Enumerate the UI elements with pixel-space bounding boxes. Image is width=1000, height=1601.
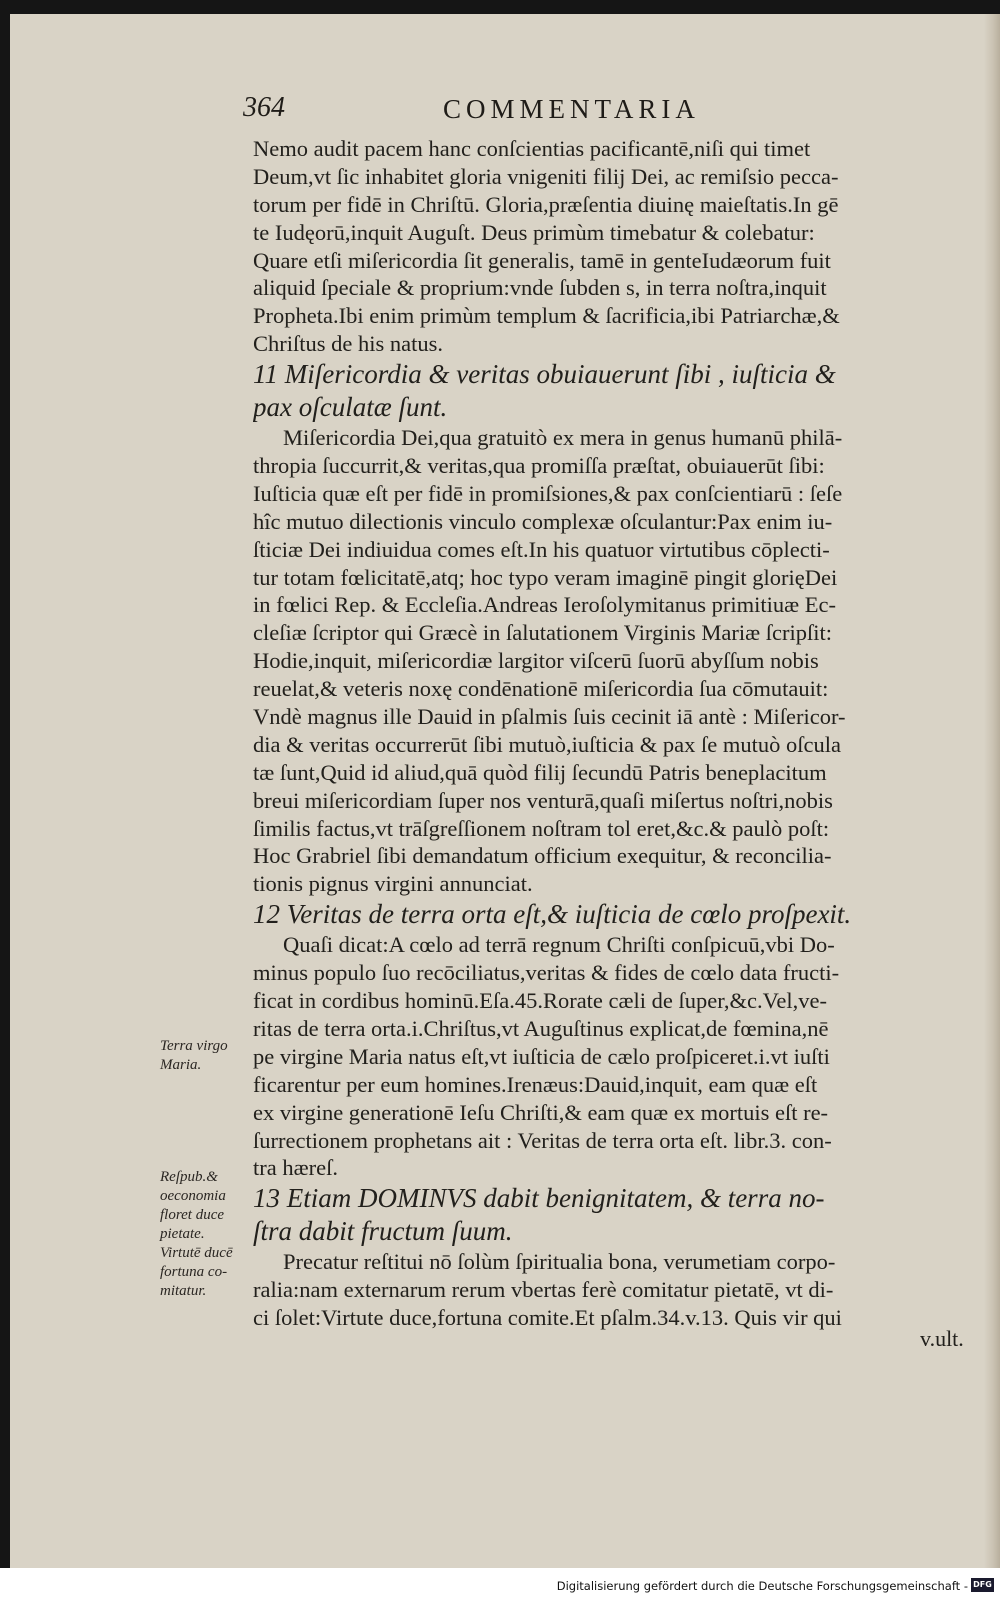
text-line: ritas de terra orta.i.Chriſtus,vt Auguſtinus explicat,de fœmina,nē bbox=[253, 1015, 829, 1041]
text-line: Miſericordia Dei,qua gratuitò ex mera in genus humanū philā- bbox=[283, 425, 843, 451]
running-head bbox=[243, 92, 843, 132]
margin-note-line: Terra virgo bbox=[160, 1038, 228, 1054]
text-line: Quare etſi miſericordia ſit generalis, tamē in genteIudæorum fuit bbox=[253, 247, 831, 273]
margin-note-line: floret duce bbox=[160, 1207, 225, 1223]
footer-credit: Digitalisierung gefördert durch die Deutsche Forschungsgemeinschaft - bbox=[556, 1579, 968, 1593]
text-line: te Iudęorū,inquit Auguſt. Deus primùm timebatur & colebatur: bbox=[253, 219, 815, 245]
psalm-verse-line: 12 Veritas de terra orta eſt,& iuſticia de cœlo proſpexit. bbox=[253, 899, 852, 930]
digitization-footer bbox=[0, 1568, 1000, 1601]
psalm-verse-line: ſtra dabit fructum ſuum. bbox=[253, 1216, 513, 1247]
margin-note-respub bbox=[160, 1168, 260, 1301]
text-line: Vndè magnus ille Dauid in pſalmis ſuis cecinit iā antè : Miſericor- bbox=[253, 704, 846, 730]
page-number: 364 bbox=[243, 92, 285, 123]
text-line: Hoc Grabriel ſibi demandatum officium exequitur, & reconcilia- bbox=[253, 843, 832, 869]
text-line: Hodie,inquit, miſericordiæ largitor viſcerū ſuorū abyſſum nobis bbox=[253, 648, 819, 674]
text-line: tæ ſunt,Quid id aliud,quā quòd filij ſecundū Patris beneplacitum bbox=[253, 759, 827, 785]
margin-note-line: Reſpub.& bbox=[160, 1169, 218, 1185]
text-line: ſimilis factus,vt trāſgreſſionem noſtram tol eret,&c.& paulò poſt: bbox=[253, 815, 830, 841]
dfg-logo: DFG bbox=[971, 1578, 994, 1592]
text-line: Precatur reſtitui nō ſolùm ſpiritualia bona, verumetiam corpo- bbox=[283, 1249, 836, 1275]
text-line: ci ſolet:Virtute duce,fortuna comite.Et pſalm.34.v.13. Quis vir qui bbox=[253, 1305, 842, 1331]
margin-note-line: pietate. bbox=[160, 1226, 205, 1242]
text-line: dia & veritas occurrerūt ſibi mutuò,iuſticia & pax ſe mutuò oſcula bbox=[253, 731, 841, 757]
text-line: reuelat,& veteris noxę condēnationē miſericordia ſua cōmutauit: bbox=[253, 676, 829, 702]
text-line: Iuſticia quæ eſt per fidē in promiſsiones,& pax conſcientiarū : ſeſe bbox=[253, 480, 843, 506]
commentary-text bbox=[253, 135, 978, 1332]
psalm-verse-line: 13 Etiam DOMINVS dabit benignitatem, & terra no- bbox=[253, 1183, 825, 1214]
text-line: torum per fidē in Chriſtū. Gloria,præſentia diuinę maieſtatis.In gē bbox=[253, 191, 839, 217]
running-title: COMMENTARIA bbox=[443, 94, 700, 124]
page-edge-shadow bbox=[984, 14, 1000, 1568]
psalm-verse-line: pax oſculatæ ſunt. bbox=[253, 392, 448, 423]
catchword: v.ult. bbox=[920, 1326, 964, 1351]
text-line: ficarentur per eum homines.Irenæus:Dauid,inquit, eam quæ eſt bbox=[253, 1071, 818, 1097]
margin-note-line: fortuna co- bbox=[160, 1264, 228, 1280]
text-line: minus populo ſuo recōciliatus,veritas & fides de cœlo data fructi- bbox=[253, 960, 840, 986]
margin-note-line: mitatur. bbox=[160, 1283, 207, 1299]
text-line: tur totam fœlicitatē,atq; hoc typo veram imaginē pingit glorięDei bbox=[253, 564, 838, 590]
text-line: Quaſi dicat:A cœlo ad terrā regnum Chriſti conſpicuū,vbi Do- bbox=[283, 932, 835, 958]
text-line: in fœlici Rep. & Eccleſia.Andreas Ieroſolymitanus primitiuæ Ec- bbox=[253, 592, 836, 618]
text-line: pe virgine Maria natus eſt,vt iuſticia de cælo proſpiceret.i.vt iuſti bbox=[253, 1043, 830, 1069]
margin-note-line: oeconomia bbox=[160, 1188, 226, 1204]
text-line: breui miſericordiam ſuper nos venturā,quaſi miſertus noſtri,nobis bbox=[253, 787, 833, 813]
text-line: tionis pignus virgini annunciat. bbox=[253, 871, 533, 897]
text-line: ex virgine generationē Ieſu Chriſti,& eam quæ ex mortuis eſt re- bbox=[253, 1099, 829, 1125]
margin-note-line: Virtutē ducē bbox=[160, 1245, 233, 1261]
text-line: ficat in cordibus hominū.Eſa.45.Rorate cæli de ſuper,&c.Vel,ve- bbox=[253, 988, 827, 1014]
text-line: ſticiæ Dei indiuidua comes eſt.In his quatuor virtutibus cōplecti- bbox=[253, 536, 830, 562]
text-line: ſurrectionem prophetans ait : Veritas de terra orta eſt. libr.3. con- bbox=[253, 1127, 832, 1153]
text-line: aliquid ſpeciale & proprium:vnde ſubden s, in terra noſtra,inquit bbox=[253, 275, 827, 301]
text-line: Nemo audit pacem hanc conſcientias pacificantē,niſi qui timet bbox=[253, 136, 811, 161]
text-line: Deum,vt ſic inhabitet gloria vnigeniti filij Dei, ac remiſsio pecca- bbox=[253, 163, 839, 189]
text-line: hîc mutuo dilectionis vinculo complexæ oſculantur:Pax enim iu- bbox=[253, 508, 833, 534]
text-line: cleſiæ ſcriptor qui Græcè in ſalutationem Virginis Mariæ ſcripſit: bbox=[253, 620, 832, 646]
text-line: Propheta.Ibi enim primùm templum & ſacrificia,ibi Patriarchæ,& bbox=[253, 303, 840, 329]
psalm-verse-line: 11 Miſericordia & veritas obuiauerunt ſibi , iuſticia & bbox=[253, 359, 836, 390]
text-line: tra hæreſ. bbox=[253, 1155, 338, 1181]
margin-note-terra-virgo bbox=[160, 1037, 260, 1075]
text-line: Chriſtus de his natus. bbox=[253, 331, 443, 357]
text-line: ralia:nam externarum rerum vbertas ferè comitatur pietatē, vt di- bbox=[253, 1277, 834, 1303]
margin-note-line: Maria. bbox=[160, 1057, 202, 1073]
text-line: thropia ſuccurrit,& veritas,qua promiſſa præſtat, obuiauerūt ſibi: bbox=[253, 453, 825, 479]
